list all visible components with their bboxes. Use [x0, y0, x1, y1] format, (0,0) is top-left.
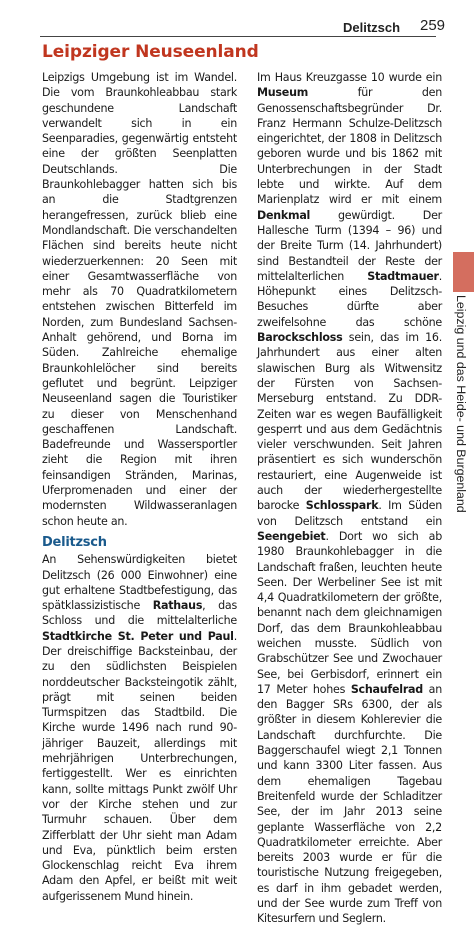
neuseenland-paragraph: Leipzigs Umgebung ist im Wandel. Die vom Braunkohleabbau stark geschundene Landschaft verwandelt sich in ein Seenparadies, gegenwärtig entsteht eine der größten Seenplatten Deutschlands. Die Braunkohlebagger hatten sich bis an die Stadtgrenzen herangefressen, zurück blieb eine Mondlandschaft. Die verschandelten Flächen sind bereits heute nicht wiederzuerkennen: 20 Seen mit einer Gesamtwasserfläche von mehr als 70 Quadratkilometern entstehen zwischen Bitterfeld im Norden, zum Bundesland Sachsen-Anhalt gehörend, und Borna im Süden. Zahlreiche ehemalige Braunkohlelöcher sind bereits geflutet und begrünt. Leipziger Neuseenland sagen die Touristiker zu dieser von Menschenhand geschaffenen Landschaft. Badefreunde und Wassersportler zieht die Region mit ihren feinsandigen Stränden, Marinas, Uferpromenaden und einer der modernsten Wildwasseranlagen schon heute an.: [42, 71, 237, 528]
bold-schaufelrad: Schaufelrad: [350, 682, 423, 696]
text-run: sein, das im 16. Jahrhundert aus einer alten slawischen Burg als Witwensitz der Fürsten von Sachsen-Merseburg entstand. Zu DDR-Zeiten war es wegen Baufälligkeit gesperrt und aus dem Gedächtnis vieler verschwunden. Seit Jahren präsentiert es sich wunderschön restauriert, eine Augenweide ist auch der wiederhergestellte barocke: [257, 331, 442, 513]
bold-seengebiet: Seengebiet: [257, 529, 326, 543]
bold-denkmal: Denkmal: [257, 208, 311, 222]
left-column: [42, 70, 237, 904]
text-run: Im Haus Kreuzgasse 10 wurde ein: [257, 71, 442, 84]
section-title-delitzsch: Delitzsch: [42, 534, 107, 550]
text-run: an den Bagger SRs 6300, der als größter in diesem Kohlerevier die Landschaft durchfurchte. Die Baggerschaufel wiegt 2,1 Tonnen und kann 3300 Liter fassen. Aus dem ehemaligen Tagebau Breitenfeld wurde der Schladitzer See, der im Jahr 2013 seine geplante Wasserfläche von 2,2 Quadratkilometer erreichte. Aber bereits 2003 wurde er für die touristische Nutzung freigegeben, es darf in ihm gebadet werden, und der See wurde zum Treff von Kitesurfern und Seglern.: [257, 682, 442, 926]
bold-stadtmauer: Stadtmauer: [367, 269, 439, 283]
bold-barockschloss: Barockschloss: [257, 331, 343, 345]
chapter-side-tab: [453, 252, 474, 292]
text-run: . Im Süden von Delitzsch entstand ein: [257, 499, 442, 528]
text-run: . Höhepunkt eines Delitzsch-Besuches dürfte aber zweifelsohne das schöne: [257, 269, 442, 329]
bold-schlosspark: Schlosspark: [305, 499, 379, 513]
delitzsch-paragraph-left: [42, 552, 237, 904]
running-head: Delitzsch: [343, 20, 401, 35]
right-column: [257, 70, 442, 927]
bold-rathaus: Rathaus: [152, 599, 203, 613]
bold-museum: Museum: [257, 86, 309, 100]
page-number: 259: [420, 17, 446, 34]
bold-stadtkirche: Stadtkirche St. Peter und Paul: [42, 629, 234, 643]
delitzsch-paragraph-right: [257, 70, 442, 927]
text-run: , das Schloss und die mittelalterliche: [42, 599, 237, 628]
text-run: . Der dreischiffige Backsteinbau, der zu den südlichsten Beispielen norddeutscher Backsteingotik zählt, prägt mit seinen beiden Turmspitzen das Stadtbild. Die Kirche wurde 1496 nach rund 90-jähriger Bauzeit, allerdings mit mehrjährigen Unterbrechungen, fertiggestellt. Wer es einrichten kann, sollte mittags Punkt zwölf Uhr vor der Kirche stehen und zur Turmuhr schauen. Über dem Zifferblatt der Uhr sieht man Adam und Eva, pünktlich beim ersten Glockenschlag reicht Eva ihrem Adam den Apfel, er beißt mit weit aufgerissenem Mund hinein.: [42, 629, 237, 903]
text-run: An Sehenswürdigkeiten bietet Delitzsch (26 000 Einwohner) eine gut erhaltene Stadtbefestigung, das spätklassizistische: [42, 553, 237, 613]
text-run: für den Genossenschaftsbegründer Dr. Franz Hermann Schulze-Delitzsch eingerichtet, der 1808 in Delitzsch geboren wurde und bis 1862 mit Unterbrechungen in der Stadt lebte und wirkte. Auf dem Marienplatz wird er mit einem: [257, 86, 442, 207]
chapter-side-label: Leipzig und das Heide- und Burgenland: [454, 295, 468, 513]
section-title-neuseenland: Leipziger Neuseenland: [42, 42, 259, 62]
text-run: gewürdigt. Der Hallesche Turm (1394 – 96) und der Breite Turm (14. Jahrhundert) sind Bestandteil der Reste der mittelalterlichen: [257, 208, 442, 283]
header-rule: [40, 36, 436, 37]
text-run: . Dort wo sich ab 1980 Braunkohlebagger in die Landschaft fraßen, leuchten heute Seen. Der Werbeliner See ist mit 4,4 Quadratkilometern der größte, benannt nach dem gleichnamigen Dorf, das dem Braunkohleabbau weichen musste. Südlich von Grabschützer See und Zwochauer See, bei Gerbisdorf, erinnert ein 17 Meter hohes: [257, 529, 442, 696]
